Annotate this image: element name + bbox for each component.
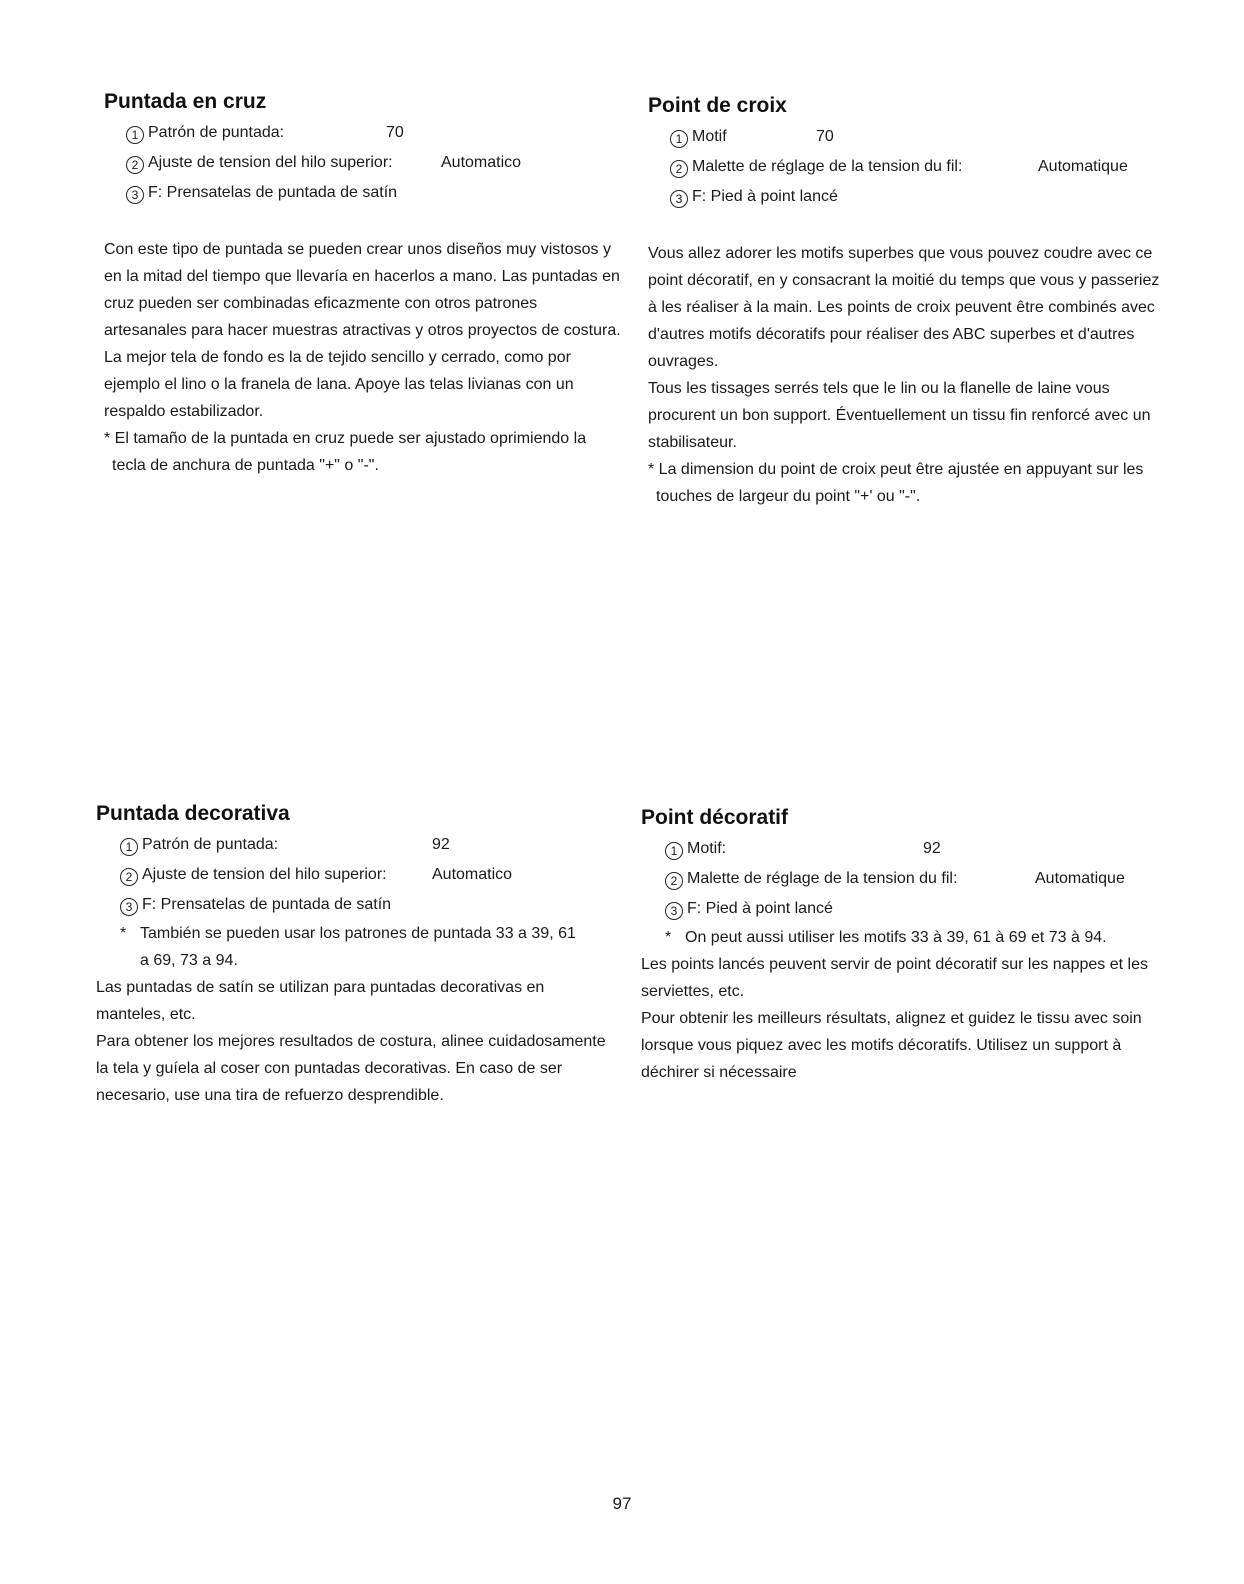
spec-item — [126, 148, 624, 178]
spec-value: Automatique — [1035, 870, 1125, 887]
circled-number: 2 — [126, 156, 144, 174]
body-paragraph: Para obtener los mejores resultados de costura, alinee cuidadosamente la tela y guíela al coser con puntadas decorativas. En caso de ser necesario, use una tira de refuerzo desprendible. — [96, 1033, 606, 1104]
body-paragraph: Las puntadas de satín se utilizan para puntadas decorativas en manteles, etc. — [96, 979, 545, 1023]
section-es-cross-stitch — [104, 90, 624, 479]
spec-label: Motif: — [687, 840, 727, 857]
body-paragraph: Tous les tissages serrés tels que le lin ou la flanelle de laine vous procurent un bon support. Éventuellement un tissu fin renforcé avec un stabilisateur. — [648, 380, 1151, 451]
circled-number: 1 — [670, 130, 688, 148]
spec-label: F: Prensatelas de puntada de satín — [142, 896, 392, 913]
spec-item — [670, 152, 1168, 182]
circled-number: 3 — [126, 186, 144, 204]
spec-label: Patrón de puntada: — [142, 836, 279, 853]
spec-label: F: Pied à point lancé — [692, 188, 838, 205]
circled-number: 1 — [665, 842, 683, 860]
spec-label: Malette de réglage de la tension du fil: — [687, 870, 958, 887]
spec-item — [120, 860, 606, 890]
note-bullet — [641, 924, 1163, 951]
spec-value: 92 — [923, 840, 941, 857]
section-title: Point de croix — [648, 94, 787, 117]
body-paragraph: Pour obtenir les meilleurs résultats, alignez et guidez le tissu avec soin lorsque vous piquez avec les motifs décoratifs. Utilisez un support à déchirer si nécessaire — [641, 1010, 1142, 1081]
spec-value: 70 — [816, 128, 834, 145]
spec-item — [126, 178, 624, 208]
spec-item — [665, 894, 1163, 924]
body-paragraph: Vous allez adorer les motifs superbes que vous pouvez coudre avec ce point décoratif, en y consacrant la moitié du temps que vous y passeriez à les réaliser à la main. Les points de croix peuvent être combinés avec d'autres motifs décoratifs pour réaliser des ABC superbes et d'autres ouvrages. — [648, 245, 1160, 370]
spec-label: Ajuste de tension del hilo superior: — [148, 154, 393, 171]
spec-label: Ajuste de tension del hilo superior: — [142, 866, 387, 883]
note-bullet — [96, 920, 606, 974]
section-title: Puntada en cruz — [104, 90, 267, 113]
circled-number: 3 — [665, 902, 683, 920]
circled-number: 1 — [126, 126, 144, 144]
body-paragraph: Con este tipo de puntada se pueden crear unos diseños muy vistosos y en la mitad del tiempo que llevaría en hacerlos a mano. Las puntadas en cruz pueden ser combinadas eficazmente con otros patrones artesanales para hacer muestras atractivas y otros proyectos de costura. — [104, 241, 621, 339]
circled-number: 3 — [120, 898, 138, 916]
spec-label: Motif — [692, 128, 727, 145]
spec-label: F: Prensatelas de puntada de satín — [148, 184, 398, 201]
spec-label: Patrón de puntada: — [148, 124, 285, 141]
spec-value: Automatico — [441, 154, 522, 171]
asterisk-mark: * — [665, 929, 672, 946]
circled-number: 2 — [665, 872, 683, 890]
note-text: También se pueden usar los patrones de puntada 33 a 39, 61 a 69, 73 a 94. — [140, 925, 576, 969]
section-title: Point décoratif — [641, 806, 789, 829]
note-paragraph: * El tamaño de la puntada en cruz puede ser ajustado oprimiendo la tecla de anchura de puntada "+" o "-". — [104, 430, 587, 474]
note-text: On peut aussi utiliser les motifs 33 à 39, 61 à 69 et 73 à 94. — [685, 929, 1107, 946]
spec-item — [670, 122, 1168, 152]
spec-value: Automatico — [432, 866, 513, 883]
spec-item — [120, 830, 606, 860]
spec-item — [665, 834, 1163, 864]
body-paragraph: La mejor tela de fondo es la de tejido sencillo y cerrado, como por ejemplo el lino o la franela de lana. Apoye las telas livianas con un respaldo estabilizador. — [104, 349, 574, 420]
spec-item — [126, 118, 624, 148]
spec-value: 92 — [432, 836, 450, 853]
circled-number: 2 — [670, 160, 688, 178]
section-es-decorative-stitch — [96, 802, 606, 1109]
spec-value: 70 — [386, 124, 404, 141]
spec-label: Malette de réglage de la tension du fil: — [692, 158, 963, 175]
circled-number: 1 — [120, 838, 138, 856]
spec-item — [670, 182, 1168, 212]
spec-item — [120, 890, 606, 920]
spec-value: Automatique — [1038, 158, 1128, 175]
section-fr-cross-stitch — [648, 94, 1168, 510]
asterisk-mark: * — [120, 925, 127, 942]
circled-number: 2 — [120, 868, 138, 886]
body-paragraph: Les points lancés peuvent servir de point décoratif sur les nappes et les serviettes, etc. — [641, 956, 1148, 1000]
spec-item — [665, 864, 1163, 894]
note-paragraph: * La dimension du point de croix peut être ajustée en appuyant sur les touches de largeur du point "+' ou "-". — [648, 461, 1144, 505]
page-number: 97 — [612, 1494, 632, 1513]
spec-label: F: Pied à point lancé — [687, 900, 833, 917]
section-title: Puntada decorativa — [96, 802, 290, 825]
circled-number: 3 — [670, 190, 688, 208]
section-fr-decorative-stitch — [641, 806, 1163, 1086]
